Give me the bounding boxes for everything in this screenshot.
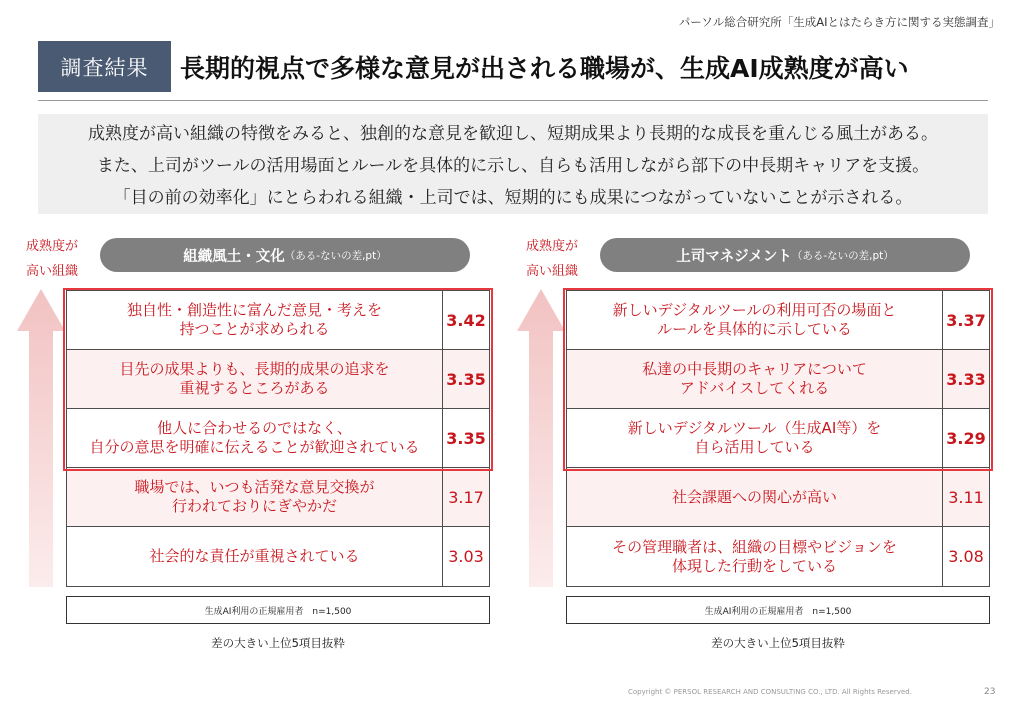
panel-heading	[100, 238, 470, 272]
row-value: 3.08	[948, 547, 984, 566]
row-label-line: ルールを具体的に示している	[657, 320, 852, 338]
row-label-line: 体現した行動をしている	[671, 556, 837, 575]
management-panel	[500, 0, 1000, 660]
table-row	[67, 409, 489, 468]
panel-heading-note: （ある-ないの差,pt）	[791, 249, 894, 262]
panel-heading-note: （ある-ないの差,pt）	[284, 249, 387, 262]
row-label-line: 持つことが求められる	[179, 320, 330, 338]
row-value: 3.42	[446, 310, 486, 330]
axis-label-line: 高い組織	[526, 264, 579, 279]
row-value: 3.35	[446, 369, 486, 389]
section-tag: 調査結果	[38, 41, 171, 92]
row-value: 3.17	[448, 487, 484, 507]
table-row	[567, 350, 989, 409]
row-value: 3.29	[946, 428, 986, 448]
up-arrow-icon	[517, 289, 565, 587]
panel-heading-title: 組織風土・文化	[183, 248, 285, 265]
row-label	[67, 468, 443, 526]
table-caption: 差の大きい上位5項目抜粋	[211, 636, 345, 650]
row-label-line: 社会的な責任が重視されている	[149, 547, 360, 565]
row-label	[567, 468, 943, 526]
table-row	[567, 468, 989, 527]
survey-source: パーソル総合研究所「生成AIとはたらき方に関する実態調査」	[678, 15, 1000, 29]
page-title: 長期的視点で多様な意見が出される職場が、生成AI成熟度が高い	[180, 53, 909, 83]
table-caption: 差の大きい上位5項目抜粋	[711, 636, 845, 650]
page-number: 23	[984, 687, 996, 697]
arrow-shape	[517, 289, 565, 587]
table-row	[67, 350, 489, 409]
up-arrow-icon	[17, 289, 65, 587]
table-row	[567, 409, 989, 468]
row-label-line: 自分の意思を明確に伝えることが歓迎されている	[89, 438, 420, 456]
sample-note-box	[566, 596, 990, 624]
row-label-line: 職場では、いつも活発な意見交換が	[134, 478, 375, 496]
row-value: 3.11	[948, 487, 984, 507]
row-label	[67, 409, 443, 467]
row-label	[567, 350, 943, 408]
row-value: 3.35	[446, 428, 486, 448]
row-value: 3.37	[946, 310, 986, 330]
row-label-line: 独自性・創造性に富んだ意見・考えを	[126, 301, 382, 319]
row-value: 3.03	[448, 547, 484, 566]
table-row	[67, 291, 489, 350]
row-label	[67, 291, 443, 349]
maturity-axis-label	[26, 234, 78, 284]
table-row	[567, 291, 989, 350]
table-row	[567, 527, 989, 586]
arrow-shape	[17, 289, 65, 587]
summary-line: 「目の前の効率化」にとらわれる組織・上司では、短期的にも成果につながっていないことが示される。	[113, 188, 913, 208]
row-label-line: 私達の中長期のキャリアについて	[642, 360, 867, 378]
results-table	[566, 290, 990, 587]
axis-label-line: 高い組織	[26, 264, 79, 279]
panel-heading	[600, 238, 970, 272]
copyright-notice: Copyright © PERSOL RESEARCH AND CONSULTING CO., LTD. All Rights Reserved.	[628, 688, 912, 696]
culture-panel	[0, 0, 500, 660]
row-label	[567, 291, 943, 349]
row-label-line: 他人に合わせるのではなく、	[157, 419, 352, 437]
table-row	[67, 468, 489, 527]
summary-line: また、上司がツールの活用場面とルールを具体的に示し、自らも活用しながら部下の中長期キャリアを支援。	[96, 156, 930, 176]
sample-note-box	[66, 596, 490, 624]
row-label-line: 新しいデジタルツール（生成AI等）を	[627, 419, 882, 437]
axis-label-line: 成熟度が	[26, 239, 79, 254]
row-label	[567, 409, 943, 467]
row-label-line: 目先の成果よりも、長期的成果の追求を	[119, 360, 390, 378]
sample-note: 生成AI利用の正規雇用者 n=1,500	[704, 606, 852, 617]
summary-line: 成熟度が高い組織の特徴をみると、独創的な意見を歓迎し、短期成果より長期的な成長を重んじる風土がある。	[88, 124, 938, 144]
row-label-line: 重視するところがある	[179, 379, 330, 397]
table-row	[67, 527, 489, 586]
row-label-line: アドバイスしてくれる	[679, 379, 830, 397]
results-table	[66, 290, 490, 587]
row-label-line: 社会課題への関心が高い	[671, 487, 837, 506]
row-label-line: 新しいデジタルツールの利用可否の場面と	[612, 301, 897, 319]
row-label-line: 自ら活用している	[694, 438, 815, 456]
row-label	[567, 527, 943, 586]
panel-heading-title: 上司マネジメント	[676, 248, 792, 265]
row-label-line: 行われておりにぎやかだ	[171, 497, 337, 515]
axis-label-line: 成熟度が	[526, 239, 579, 254]
row-label	[67, 527, 443, 586]
maturity-axis-label	[526, 234, 578, 284]
row-value: 3.33	[946, 369, 986, 389]
row-label	[67, 350, 443, 408]
sample-note: 生成AI利用の正規雇用者 n=1,500	[204, 606, 352, 617]
row-label-line: その管理職者は、組織の目標やビジョンを	[612, 537, 897, 556]
